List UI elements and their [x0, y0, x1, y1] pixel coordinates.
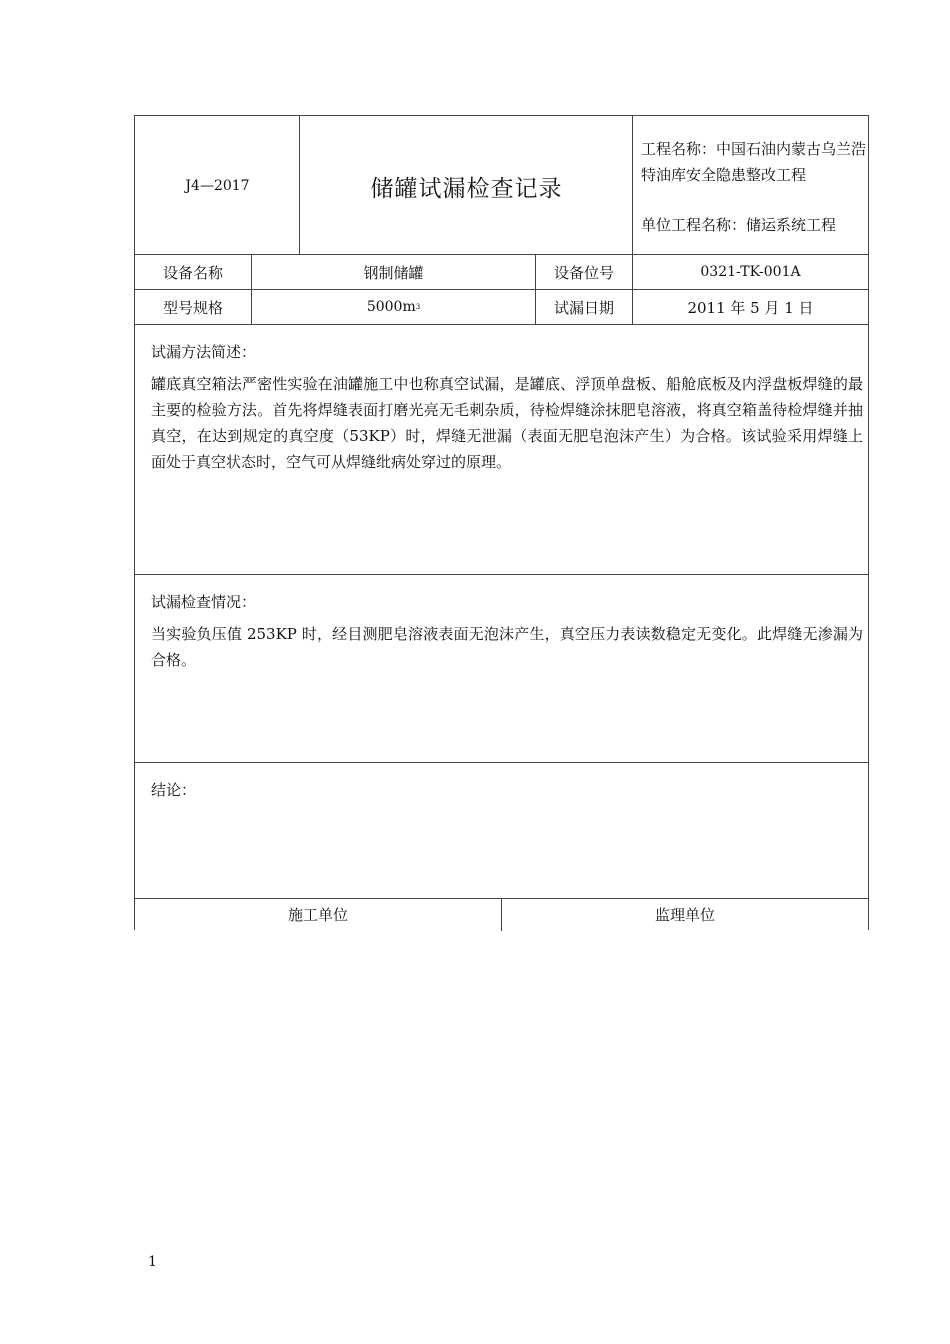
inspection-text: 当实验负压值 253KP 时，经目测肥皂溶液表面无泡沫产生，真空压力表读数稳定无变化。此焊缝无渗漏为合格。: [151, 625, 863, 669]
model-value: [252, 290, 535, 324]
test-date-value: 2011 年 5 月 1 日: [687, 298, 814, 317]
inspection-section: [134, 574, 869, 763]
supervision-unit-label: 监理单位: [654, 905, 715, 924]
model-unit-superscript: 3: [415, 303, 421, 311]
conclusion-section: [134, 762, 869, 899]
unit-project-name: 单位工程名称：储运系统工程: [641, 216, 837, 234]
method-label: 试漏方法简述：: [151, 343, 257, 361]
project-name: 工程名称：中国石油内蒙古乌兰浩特油库安全隐患整改工程: [641, 140, 867, 184]
method-text: 罐底真空箱法严密性实验在油罐施工中也称真空试漏，是罐底、浮顶单盘板、船舱底板及内浮盘板焊缝的最主要的检验方法。首先将焊缝表面打磨光亮无毛刺杂质，待检焊缝涂抹肥皂溶液，将真空箱盖待检焊缝并抽真空，在达到规定的真空度（53KP）时，焊缝无泄漏（表面无肥皂泡沫产生）为合格。该试验采用焊缝上面处于真空状态时，空气可从焊缝纰病处穿过的原理。: [151, 375, 863, 471]
inspection-label: 试漏检查情况：: [151, 593, 257, 611]
equipment-position-label: 设备位号: [553, 263, 614, 282]
conclusion-label: 结论：: [151, 781, 197, 799]
equipment-position-value: 0321-TK-001A: [700, 264, 801, 280]
method-section: [134, 324, 869, 575]
equipment-name-value: 钢制储罐: [363, 263, 424, 282]
page-number: 1: [148, 1254, 157, 1270]
equipment-name-label: 设备名称: [162, 263, 223, 282]
header-block: [134, 115, 869, 255]
signature-row: [134, 898, 869, 930]
construction-unit-label: 施工单位: [287, 905, 348, 924]
form-code: J4—2017: [185, 178, 250, 194]
page-title: 储罐试漏检查记录: [370, 175, 563, 202]
test-date-label: 试漏日期: [553, 298, 614, 317]
model-label: 型号规格: [162, 298, 223, 317]
model-value-text: 5000m: [366, 299, 416, 315]
info-table: [134, 254, 869, 325]
